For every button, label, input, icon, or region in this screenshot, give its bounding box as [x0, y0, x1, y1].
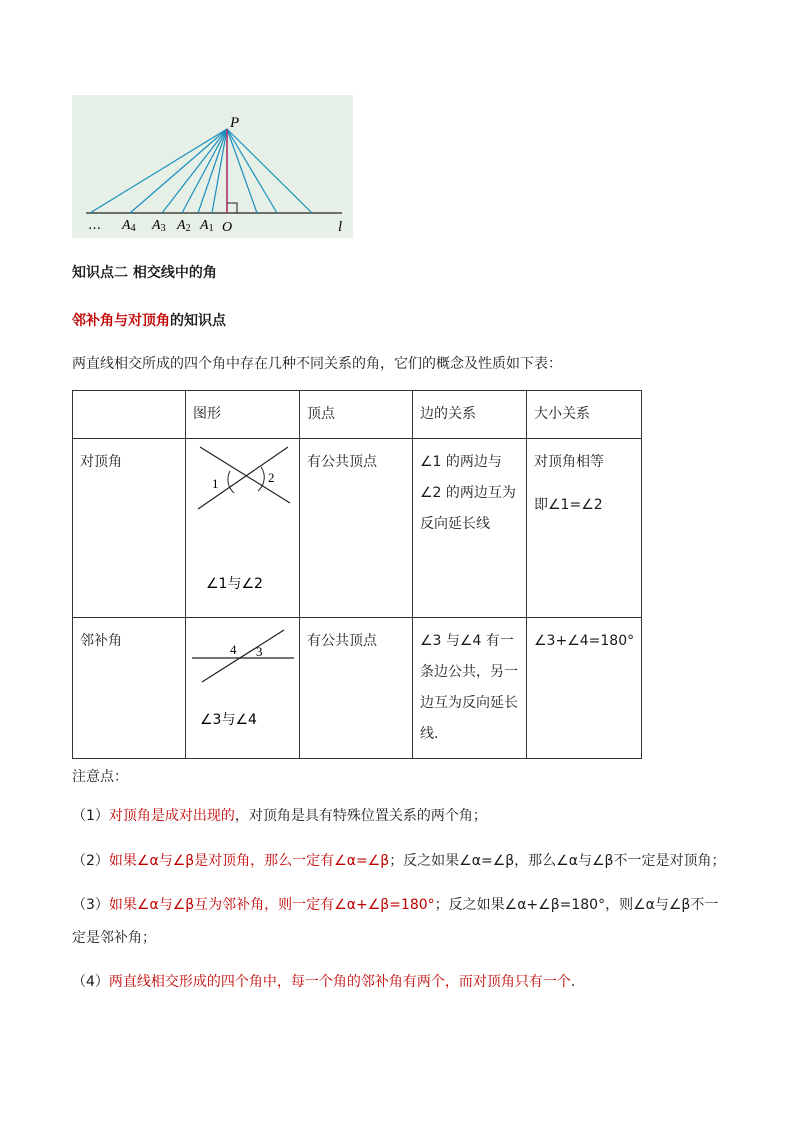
ellipsis: … [88, 218, 101, 233]
notes-title: 注意点： [72, 769, 128, 785]
header-cell-figure: 图形 [186, 391, 300, 439]
oblique-lines [90, 129, 312, 213]
section-heading: 知识点二 相交线中的角 [72, 265, 217, 281]
note-3-red: 如果∠α与∠β互为邻补角，则一定有∠α+∠β=180° [108, 897, 435, 913]
subsection-heading-rest: 的知识点 [170, 313, 226, 329]
adjacent-angle-figure-cell [186, 618, 300, 759]
note-3-prefix: （3） [72, 897, 109, 913]
adjacent-size-cell: ∠3+∠4=180° [527, 618, 642, 759]
row-name-adjacent: 邻补角 [73, 618, 186, 759]
note-3-rest: ；反之如果∠α+∠β=180°，则∠α与∠β不一定是邻补角； [72, 897, 719, 946]
note-1-rest: ，对顶角是具有特殊位置关系的两个角； [234, 808, 487, 824]
perpendicular-figure [72, 95, 353, 238]
right-angle-mark [227, 203, 237, 213]
adjacent-angle-figure [190, 624, 294, 734]
note-1-red: 对顶角是成对出现的 [108, 808, 235, 824]
header-cell-size: 大小关系 [527, 391, 642, 439]
subsection-heading [72, 310, 226, 330]
angle-relation-table [72, 390, 642, 759]
angle-2-arc [258, 467, 264, 491]
point-a1-label: A1 [200, 218, 214, 234]
vertical-edges-cell: ∠1 的两边与∠2 的两边互为反向延长线 [413, 439, 527, 618]
angle-2-label: 2 [268, 470, 275, 485]
note-1-prefix: （1） [72, 808, 109, 824]
angle-3-label: 3 [256, 644, 263, 659]
point-a2-label: A2 [177, 218, 191, 234]
note-4-rest: . [570, 974, 576, 990]
header-cell-edges: 边的关系 [413, 391, 527, 439]
note-4-prefix: （4） [72, 974, 109, 990]
subsection-heading-red: 邻补角与对顶角 [72, 313, 170, 329]
angle-1-label: 1 [212, 476, 219, 491]
point-p-label: P [230, 115, 240, 131]
header-cell-vertex: 顶点 [300, 391, 413, 439]
note-2-rest: ；反之如果∠α=∠β，那么∠α与∠β不一定是对顶角； [389, 853, 726, 869]
table-row [73, 439, 642, 618]
line-l-label: l [338, 219, 343, 235]
table-row [73, 618, 642, 759]
note-2-prefix: （2） [72, 853, 109, 869]
vertical-angle-figure-cell [186, 439, 300, 618]
adjacent-angle-caption: ∠3与∠4 [200, 712, 257, 728]
note-1 [72, 800, 732, 833]
vertical-angle-figure [190, 445, 294, 595]
note-3 [72, 889, 732, 955]
note-2 [72, 845, 732, 878]
point-o-label: O [222, 220, 233, 235]
vertical-size-line2: 即∠1=∠2 [534, 497, 603, 513]
angle-1-arc [228, 471, 234, 493]
point-a3-label: A3 [152, 218, 166, 234]
row-name-vertical: 对顶角 [73, 439, 186, 618]
vertical-vertex-cell: 有公共顶点 [300, 439, 413, 618]
table-header-row [73, 391, 642, 439]
adjacent-edges-cell: ∠3 与∠4 有一条边公共，另一边互为反向延长线. [413, 618, 527, 759]
adjacent-vertex-cell: 有公共顶点 [300, 618, 413, 759]
intro-text: 两直线相交所成的四个角中存在几种不同关系的角，它们的概念及性质如下表： [72, 356, 562, 372]
vertical-size-line1: 对顶角相等 [534, 454, 604, 470]
vertical-angle-caption: ∠1与∠2 [206, 576, 263, 592]
point-a4-label: A4 [122, 218, 136, 234]
angle-4-label: 4 [230, 642, 237, 657]
note-2-red: 如果∠α与∠β是对顶角，那么一定有∠α=∠β [108, 853, 390, 869]
header-cell-empty [73, 391, 186, 439]
note-4 [72, 966, 732, 999]
note-4-red: 两直线相交形成的四个角中，每一个角的邻补角有两个，而对顶角只有一个 [108, 974, 571, 990]
vertical-size-cell [527, 439, 642, 618]
